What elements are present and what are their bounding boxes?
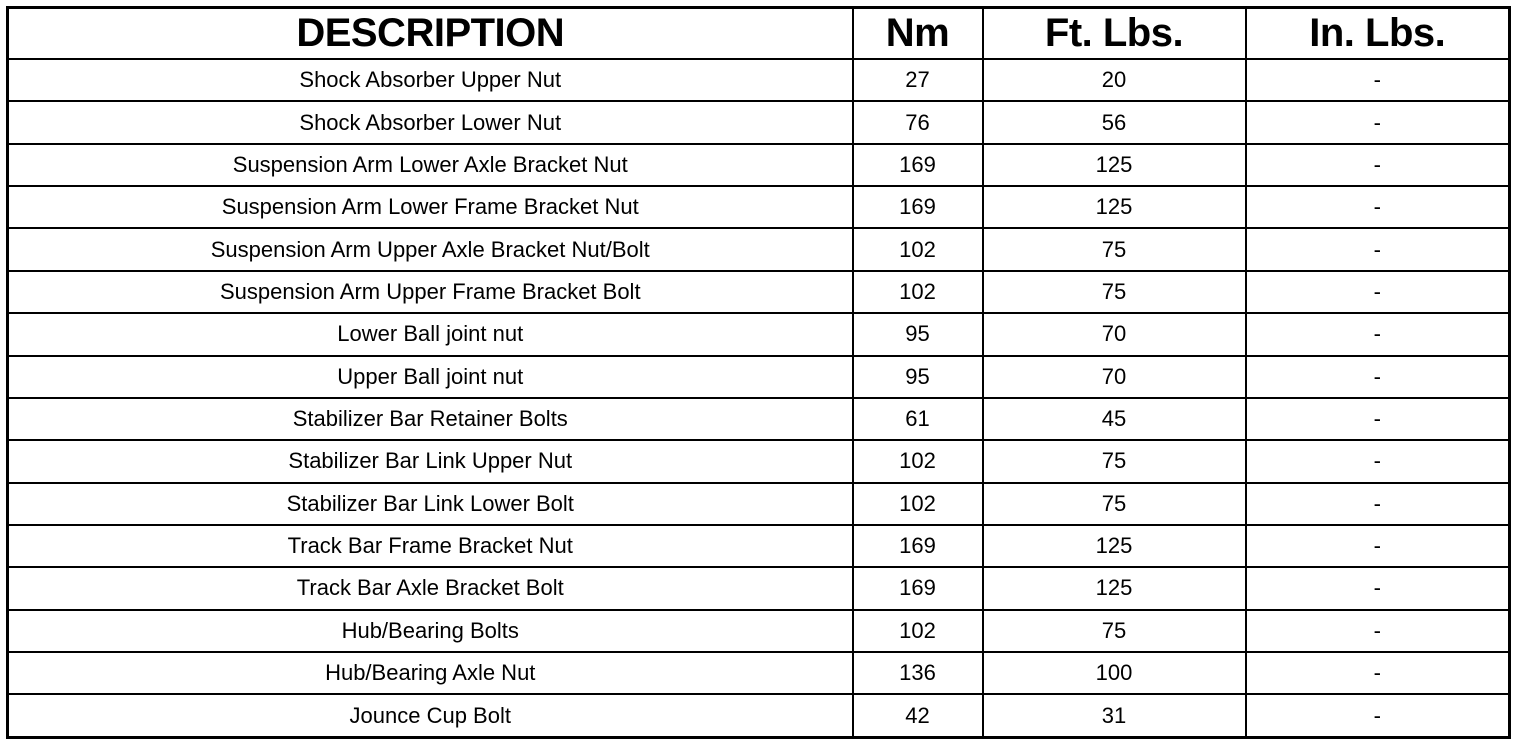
cell-in-lbs: -	[1246, 271, 1510, 313]
table-row	[8, 610, 1510, 652]
cell-description: Shock Absorber Upper Nut	[8, 59, 853, 101]
cell-description: Hub/Bearing Bolts	[8, 610, 853, 652]
cell-nm: 61	[853, 398, 983, 440]
cell-in-lbs: -	[1246, 313, 1510, 355]
table-row	[8, 228, 1510, 270]
header-ft-lbs: Ft. Lbs.	[983, 8, 1246, 60]
header-nm: Nm	[853, 8, 983, 60]
cell-nm: 95	[853, 356, 983, 398]
cell-nm: 169	[853, 186, 983, 228]
table-row	[8, 567, 1510, 609]
cell-in-lbs: -	[1246, 59, 1510, 101]
table-row	[8, 144, 1510, 186]
cell-in-lbs: -	[1246, 398, 1510, 440]
torque-spec-table	[6, 6, 1511, 739]
table-row	[8, 313, 1510, 355]
cell-description: Track Bar Axle Bracket Bolt	[8, 567, 853, 609]
cell-nm: 102	[853, 610, 983, 652]
cell-description: Suspension Arm Lower Axle Bracket Nut	[8, 144, 853, 186]
table-row	[8, 652, 1510, 694]
cell-ft-lbs: 56	[983, 101, 1246, 143]
table-body	[8, 59, 1510, 738]
cell-description: Lower Ball joint nut	[8, 313, 853, 355]
table-row	[8, 59, 1510, 101]
cell-in-lbs: -	[1246, 694, 1510, 737]
cell-nm: 169	[853, 144, 983, 186]
table-row	[8, 398, 1510, 440]
table-row	[8, 101, 1510, 143]
cell-ft-lbs: 125	[983, 567, 1246, 609]
cell-in-lbs: -	[1246, 567, 1510, 609]
cell-ft-lbs: 31	[983, 694, 1246, 737]
cell-description: Stabilizer Bar Retainer Bolts	[8, 398, 853, 440]
table-row	[8, 356, 1510, 398]
cell-description: Jounce Cup Bolt	[8, 694, 853, 737]
cell-nm: 95	[853, 313, 983, 355]
cell-nm: 169	[853, 525, 983, 567]
cell-description: Stabilizer Bar Link Upper Nut	[8, 440, 853, 482]
table-row	[8, 483, 1510, 525]
cell-nm: 102	[853, 271, 983, 313]
cell-nm: 102	[853, 228, 983, 270]
cell-nm: 102	[853, 440, 983, 482]
cell-nm: 76	[853, 101, 983, 143]
cell-description: Track Bar Frame Bracket Nut	[8, 525, 853, 567]
header-row	[8, 8, 1510, 60]
cell-nm: 27	[853, 59, 983, 101]
cell-ft-lbs: 75	[983, 483, 1246, 525]
cell-nm: 169	[853, 567, 983, 609]
cell-in-lbs: -	[1246, 483, 1510, 525]
cell-description: Stabilizer Bar Link Lower Bolt	[8, 483, 853, 525]
cell-ft-lbs: 20	[983, 59, 1246, 101]
cell-description: Shock Absorber Lower Nut	[8, 101, 853, 143]
cell-description: Suspension Arm Upper Axle Bracket Nut/Bolt	[8, 228, 853, 270]
cell-in-lbs: -	[1246, 101, 1510, 143]
header-in-lbs: In. Lbs.	[1246, 8, 1510, 60]
cell-ft-lbs: 75	[983, 271, 1246, 313]
table-row	[8, 271, 1510, 313]
cell-ft-lbs: 100	[983, 652, 1246, 694]
cell-in-lbs: -	[1246, 652, 1510, 694]
header-description: DESCRIPTION	[8, 8, 853, 60]
cell-ft-lbs: 125	[983, 186, 1246, 228]
cell-ft-lbs: 45	[983, 398, 1246, 440]
cell-in-lbs: -	[1246, 228, 1510, 270]
cell-ft-lbs: 125	[983, 144, 1246, 186]
table-row	[8, 525, 1510, 567]
cell-in-lbs: -	[1246, 440, 1510, 482]
table-row	[8, 694, 1510, 737]
cell-in-lbs: -	[1246, 144, 1510, 186]
table-header	[8, 8, 1510, 60]
cell-description: Upper Ball joint nut	[8, 356, 853, 398]
cell-description: Suspension Arm Lower Frame Bracket Nut	[8, 186, 853, 228]
cell-in-lbs: -	[1246, 610, 1510, 652]
cell-ft-lbs: 125	[983, 525, 1246, 567]
cell-nm: 102	[853, 483, 983, 525]
cell-description: Suspension Arm Upper Frame Bracket Bolt	[8, 271, 853, 313]
cell-ft-lbs: 70	[983, 356, 1246, 398]
cell-in-lbs: -	[1246, 525, 1510, 567]
cell-in-lbs: -	[1246, 186, 1510, 228]
cell-ft-lbs: 75	[983, 610, 1246, 652]
table-row	[8, 186, 1510, 228]
cell-in-lbs: -	[1246, 356, 1510, 398]
table-row	[8, 440, 1510, 482]
cell-ft-lbs: 70	[983, 313, 1246, 355]
cell-ft-lbs: 75	[983, 228, 1246, 270]
cell-nm: 42	[853, 694, 983, 737]
cell-ft-lbs: 75	[983, 440, 1246, 482]
cell-nm: 136	[853, 652, 983, 694]
cell-description: Hub/Bearing Axle Nut	[8, 652, 853, 694]
